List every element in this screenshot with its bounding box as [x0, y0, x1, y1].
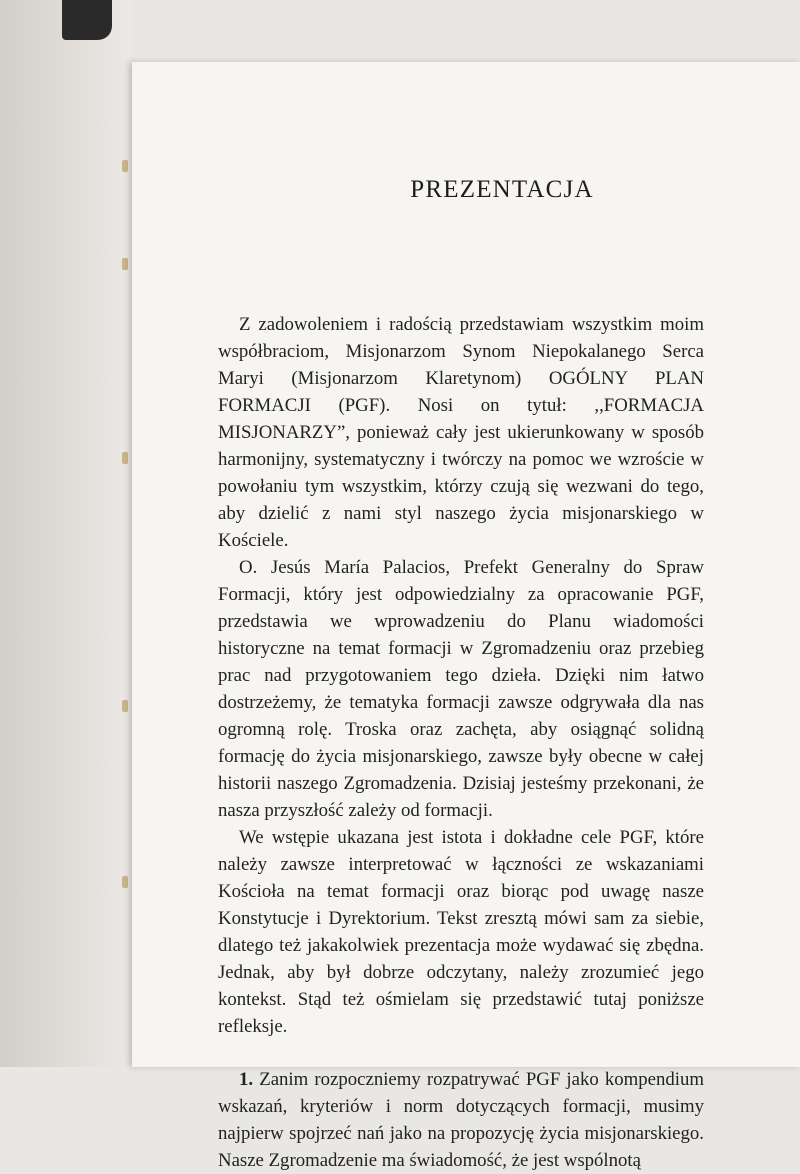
- binding-stitch: [122, 258, 128, 270]
- section-number: 1.: [239, 1069, 254, 1090]
- paragraph: O. Jesús María Palacios, Prefekt Generalny do Spraw Formacji, który jest odpowiedzialny za opracowanie PGF, przedstawia we wprowadzeniu do Planu wiadomości historyczne na temat formacji w Zgromadzeniu oraz przebieg prac nad przygotowaniem tego dzieła. Dzięki nim łatwo dostrzeżemy, że tematyka formacji zawsze odgrywała dla nas ogromną rolę. Troska oraz zachęta, aby osiągnąć solidną formację do życia misjonarskiego, zawsze były obecne w całej historii naszego Zgromadzenia. Dzisiaj jesteśmy przekonani, że nasza przyszłość zależy od formacji.: [218, 557, 704, 821]
- binding-stitch: [122, 160, 128, 172]
- page-title: PREZENTACJA: [410, 176, 594, 203]
- binding-stitch: [122, 876, 128, 888]
- binding-stitch: [122, 700, 128, 712]
- binding-stitch: [122, 452, 128, 464]
- page-body: [218, 311, 704, 1174]
- book-cover-corner: [62, 0, 112, 40]
- section-text: Zanim rozpoczniemy rozpatrywać PGF jako kompendium wskazań, kryteriów i norm dotyczących formacji, musimy najpierw spojrzeć nań jako na propozycję życia misjonarskiego. Nasze Zgromadzenie ma świadomość, że jest wspólnotą: [218, 1069, 704, 1171]
- book-page: [132, 62, 800, 1171]
- section-paragraph: [218, 1066, 704, 1174]
- left-page-shadow: [0, 0, 130, 1067]
- paragraph: We wstępie ukazana jest istota i dokładne cele PGF, które należy zawsze interpretować w łączności ze wskazaniami Kościoła na temat formacji oraz biorąc pod uwagę nasze Konstytucje i Dyrektorium. Tekst zresztą mówi sam za siebie, dlatego też jakakolwiek prezentacja może wydawać się zbędna. Jednak, aby był dobrze odczytany, należy zrozumieć jego kontekst. Stąd też ośmielam się przedstawić tutaj poniższe refleksje.: [218, 827, 704, 1037]
- paragraph: Z zadowoleniem i radością przedstawiam wszystkim moim współbraciom, Misjonarzom Synom Niepokalanego Serca Maryi (Misjonarzom Klaretynom) OGÓLNY PLAN FORMACJI (PGF). Nosi on tytuł: ,,FORMACJA MISJONARZY”, ponieważ cały jest ukierunkowany w sposób harmonijny, systematyczny i twórczy na pomoc we wzroście w powołaniu tym wszystkim, którzy czują się wezwani do tego, aby dzielić z nami styl naszego życia misjonarskiego w Kościele.: [218, 314, 704, 551]
